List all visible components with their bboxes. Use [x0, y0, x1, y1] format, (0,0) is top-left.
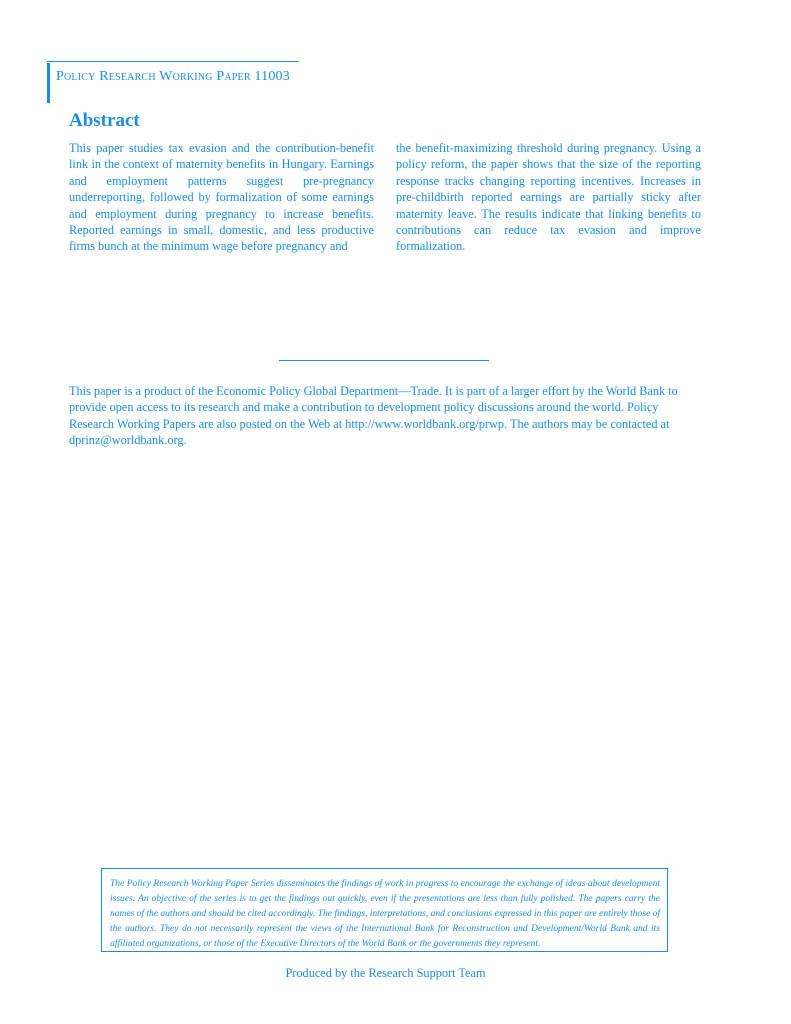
- disclaimer-box: [101, 868, 668, 952]
- section-divider: [279, 360, 489, 361]
- series-header-bar: [47, 63, 50, 103]
- abstract-right-column: the benefit-maximizing threshold during pregnancy. Using a policy reform, the paper shows that the size of the reporting response tracks changing reporting incentives. Increases in pre-childbirth reported earnings are partially sticky after maternity leave. The results indicate that linking benefits to contributions can reduce tax evasion and improve formalization.: [396, 141, 701, 254]
- footer-produced-by: Produced by the Research Support Team: [285, 966, 486, 980]
- series-header-rule: [47, 61, 299, 62]
- abstract-heading: Abstract: [69, 110, 140, 131]
- series-title: Policy Research Working Paper 11003: [56, 69, 290, 84]
- abstract-left-column: This paper studies tax evasion and the contribution-benefit link in the context of maternity benefits in Hungary. Earnings and employment patterns suggest pre-pregnancy underreporting, followed by formalization of some earnings and employment during pregnancy to increase benefits. Reported earnings in small, domestic, and less productive firms bunch at the minimum wage before pregnancy and: [69, 141, 374, 254]
- disclaimer-text: The Policy Research Working Paper Series disseminates the findings of work in progress to encourage the exchange of ideas about development issues. An objective of the series is to get the findings out quickly, even if the presentations are less than fully polished. The papers carry the names of the authors and should be cited accordingly. The findings, interpretations, and conclusions expressed in this paper are entirely those of the authors. They do not necessarily represent the views of the International Bank for Reconstruction and Development/World Bank and its affiliated organizations, or those of the Executive Directors of the World Bank or the governments they represent.: [110, 879, 660, 949]
- product-note: This paper is a product of the Economic Policy Global Department—Trade. It is part of a larger effort by the World Bank to provide open access to its research and make a contribution to development policy discussions around the world. Policy Research Working Papers are also posted on the Web at http://www.worldbank.org/prwp. The authors may be contacted at dprinz@worldbank.org.: [69, 384, 678, 448]
